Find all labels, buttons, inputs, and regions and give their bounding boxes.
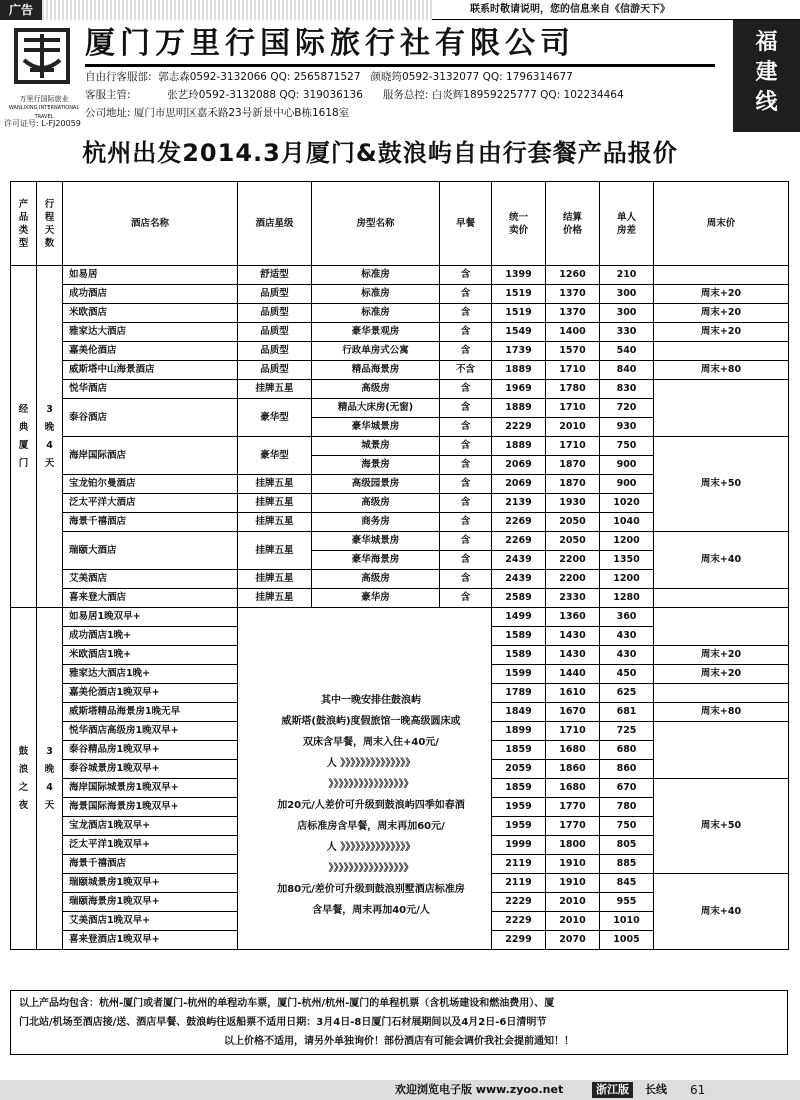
unified-price: 1399 [492,266,546,285]
room-type: 高级房 [312,494,440,513]
breakfast: 含 [440,532,492,551]
package-hotel: 喜来登酒店1晚双早+ [63,931,238,950]
breakfast: 含 [440,323,492,342]
unified-price: 2069 [492,475,546,494]
header-hotel: 酒店名称 [63,182,238,266]
room-type: 标准房 [312,285,440,304]
settle-price: 1430 [546,646,600,665]
settle-price: 1710 [546,399,600,418]
trip-days-gulangyu: 3 晚 4 天 [37,608,63,950]
weekend-price [654,608,789,646]
settle-price: 1360 [546,608,600,627]
single-supplement: 1350 [600,551,654,570]
footer-route: 长线 [645,1083,667,1096]
settle-price: 2010 [546,912,600,931]
single-supplement: 540 [600,342,654,361]
single-supplement: 1200 [600,532,654,551]
settle-price: 1780 [546,380,600,399]
hotel-star: 舒适型 [238,266,312,285]
hotel-star: 挂牌五星 [238,589,312,608]
region-side-label [733,20,800,132]
settle-price: 1800 [546,836,600,855]
hotel-star: 挂牌五星 [238,513,312,532]
breakfast: 含 [440,437,492,456]
side-char-1: 福 [755,30,778,55]
unified-price: 1999 [492,836,546,855]
room-type: 海景房 [312,456,440,475]
package-hotel: 宝龙酒店1晚双早+ [63,817,238,836]
unified-price: 1739 [492,342,546,361]
header-room: 房型名称 [312,182,440,266]
page-number: 61 [690,1083,706,1097]
unified-price: 1499 [492,608,546,627]
package-hotel: 瑞颐城景房1晚双早+ [63,874,238,893]
unified-price: 2229 [492,912,546,931]
hotel-star: 挂牌五星 [238,570,312,589]
settle-price: 1430 [546,627,600,646]
settle-price: 1910 [546,855,600,874]
unified-price: 1589 [492,627,546,646]
package-hotel: 泰谷城景房1晚双早+ [63,760,238,779]
unified-price: 1849 [492,703,546,722]
room-type: 高级园景房 [312,475,440,494]
settle-price: 1680 [546,741,600,760]
table-row [11,361,789,380]
hotel-name: 艾美酒店 [63,570,238,589]
package-hotel: 如易居1晚双早+ [63,608,238,627]
single-supplement: 680 [600,741,654,760]
contact-line-1: 自由行客服部: 郭志森0592-3132066 QQ: 2565871527 颜晓筠0592-3132077 QQ: 1796314677 [85,71,573,83]
header-type: 产 品 类 型 [11,182,37,266]
table-row [11,342,789,361]
single-supplement: 625 [600,684,654,703]
unified-price: 1889 [492,399,546,418]
hotel-name: 米欧酒店 [63,304,238,323]
header-price: 统一 卖价 [492,182,546,266]
weekend-price: 周末+40 [654,532,789,589]
decorative-stripe [42,0,432,20]
settle-price: 1860 [546,760,600,779]
package-hotel: 泰谷精品房1晚双早+ [63,741,238,760]
hotel-star: 挂牌五星 [238,380,312,399]
weekend-price [654,684,789,703]
header-single: 单人 房差 [600,182,654,266]
settle-price: 2200 [546,551,600,570]
unified-price: 2119 [492,874,546,893]
weekend-price: 周末+20 [654,646,789,665]
single-supplement: 900 [600,456,654,475]
room-type: 豪华城景房 [312,532,440,551]
package-hotel: 雅家达大酒店1晚+ [63,665,238,684]
table-row [11,589,789,608]
company-address: 公司地址: 厦门市思明区嘉禾路23号新景中心B栋1618室 [85,107,350,119]
room-type: 商务房 [312,513,440,532]
single-supplement: 1280 [600,589,654,608]
hotel-star: 豪华型 [238,399,312,437]
settle-price: 2070 [546,931,600,950]
settle-price: 1610 [546,684,600,703]
single-supplement: 430 [600,627,654,646]
table-row [11,437,789,456]
hotel-star: 挂牌五星 [238,532,312,570]
hotel-star: 品质型 [238,342,312,361]
room-type: 标准房 [312,304,440,323]
header-star: 酒店星级 [238,182,312,266]
weekend-price [654,722,789,779]
table-row [11,323,789,342]
single-supplement: 670 [600,779,654,798]
breakfast: 含 [440,380,492,399]
single-supplement: 430 [600,646,654,665]
breakfast: 含 [440,551,492,570]
settle-price: 1930 [546,494,600,513]
unified-price: 2229 [492,418,546,437]
unified-price: 1519 [492,285,546,304]
package-hotel: 米欧酒店1晚+ [63,646,238,665]
unified-price: 1959 [492,798,546,817]
table-row [11,266,789,285]
hotel-name: 泰谷酒店 [63,399,238,437]
settle-price: 1770 [546,817,600,836]
hotel-star: 挂牌五星 [238,475,312,494]
settle-price: 1260 [546,266,600,285]
unified-price: 1549 [492,323,546,342]
single-supplement: 300 [600,304,654,323]
unified-price: 2589 [492,589,546,608]
unified-price: 1959 [492,817,546,836]
hotel-name: 海岸国际酒店 [63,437,238,475]
room-type: 豪华海景房 [312,551,440,570]
settle-price: 1570 [546,342,600,361]
top-notice: 联系时敬请说明，您的信息来自《信游天下》 [470,4,670,15]
unified-price: 2269 [492,532,546,551]
settle-price: 2010 [546,418,600,437]
single-supplement: 900 [600,475,654,494]
settle-price: 2050 [546,532,600,551]
single-supplement: 300 [600,285,654,304]
weekend-price: 周末+20 [654,304,789,323]
settle-price: 2330 [546,589,600,608]
company-logo-icon [10,26,74,86]
hotel-name: 威斯塔中山海景酒店 [63,361,238,380]
single-supplement: 330 [600,323,654,342]
unified-price: 1859 [492,779,546,798]
hotel-name: 嘉美伦酒店 [63,342,238,361]
settle-price: 1710 [546,722,600,741]
logo-tagline-en: WANLIXING INTERNATIONAL TRAVEL [8,105,80,120]
unified-price: 1889 [492,437,546,456]
weekend-price: 周末+20 [654,665,789,684]
hotel-name: 海景千禧酒店 [63,513,238,532]
package-hotel: 悦华酒店高级房1晚双早+ [63,722,238,741]
contact-line-2: 客服主管: 张艺玲0592-3132088 QQ: 319036136 服务总控: 白炎辉18959225777 QQ: 102234464 [85,89,624,101]
ad-label: 广告 [0,0,42,20]
breakfast: 含 [440,399,492,418]
unified-price: 1859 [492,741,546,760]
package-hotel: 海景国际海景房1晚双早+ [63,798,238,817]
settle-price: 1440 [546,665,600,684]
settle-price: 2200 [546,570,600,589]
hotel-star: 品质型 [238,323,312,342]
weekend-price [654,342,789,361]
header-weekend: 周末价 [654,182,789,266]
table-row [11,380,789,399]
company-name: 厦门万里行国际旅行社有限公司 [85,26,575,61]
breakfast: 含 [440,418,492,437]
breakfast: 含 [440,570,492,589]
footer-region: 浙江版 [592,1082,633,1098]
header-breakfast: 早餐 [440,182,492,266]
unified-price: 1969 [492,380,546,399]
logo-tagline-cn: 万里行国际旅业 [19,95,69,103]
weekend-price: 周末+20 [654,285,789,304]
unified-price: 2069 [492,456,546,475]
unified-price: 2059 [492,760,546,779]
table-row [11,608,789,627]
unified-price: 1599 [492,665,546,684]
hotel-name: 喜来登大酒店 [63,589,238,608]
unified-price: 2119 [492,855,546,874]
side-char-2: 建 [755,60,778,85]
hotel-star: 品质型 [238,285,312,304]
unified-price: 2229 [492,893,546,912]
hotel-name: 宝龙铂尔曼酒店 [63,475,238,494]
single-supplement: 805 [600,836,654,855]
package-hotel: 艾美酒店1晚双早+ [63,912,238,931]
hotel-star: 挂牌五星 [238,494,312,513]
header-days: 行 程 天 数 [37,182,63,266]
unified-price: 2299 [492,931,546,950]
note-line-1: 以上产品均包含：杭州-厦门或者厦门-杭州的单程动车票，厦门-杭州/杭州-厦门的单程机票（含机场建设和燃油费用）、厦 [19,998,555,1009]
settle-price: 1770 [546,798,600,817]
unified-price: 2269 [492,513,546,532]
single-supplement: 450 [600,665,654,684]
hotel-name: 雅家达大酒店 [63,323,238,342]
package-notes [10,990,788,1055]
single-supplement: 860 [600,760,654,779]
weekend-price: 周末+20 [654,323,789,342]
room-type: 高级房 [312,380,440,399]
gulangyu-upgrade-note: 其中一晚安排住鼓浪屿 威斯塔(鼓浪屿)度假旅馆一晚高级圆床或 双床含早餐，周末入住+40元/ 人 》》》》》》》》》》》》》》 》》》》》》》》》》》》》》》》 加20元/人差价可升级到鼓浪屿四季如春酒 店标准房含早餐，周末再加60元/ 人 》》》》》》》》》》》》》》 》》》》》》》》》》》》》》》》 加80元/差价可升级到鼓浪别墅酒店标准房 含早餐，周末再加40元/人 [277,695,465,916]
settle-price: 1400 [546,323,600,342]
hotel-star: 品质型 [238,304,312,323]
hotel-name: 泛太平洋大酒店 [63,494,238,513]
single-supplement: 1020 [600,494,654,513]
hotel-star: 豪华型 [238,437,312,475]
weekend-price: 周末+50 [654,779,789,874]
settle-price: 1870 [546,475,600,494]
single-supplement: 210 [600,266,654,285]
unified-price: 1899 [492,722,546,741]
unified-price: 1519 [492,304,546,323]
room-type: 行政单房式公寓 [312,342,440,361]
breakfast: 含 [440,513,492,532]
settle-price: 2010 [546,893,600,912]
page-title: 杭州出发2014.3月厦门&鼓浪屿自由行套餐产品报价 [82,139,678,167]
top-bar [0,0,800,20]
weekend-price [654,589,789,608]
single-supplement: 830 [600,380,654,399]
breakfast: 含 [440,589,492,608]
hotel-name: 如易居 [63,266,238,285]
settle-price: 1710 [546,361,600,380]
hotel-name: 悦华酒店 [63,380,238,399]
single-supplement: 930 [600,418,654,437]
single-supplement: 955 [600,893,654,912]
settle-price: 1670 [546,703,600,722]
note-line-3: 以上价格不适用，请另外单独询价！部份酒店有可能会调价我社会提前通知！！ [224,1036,574,1047]
license-number: 许可证号: L-FJ20059 [4,119,81,128]
breakfast: 含 [440,456,492,475]
single-supplement: 845 [600,874,654,893]
single-supplement: 1200 [600,570,654,589]
weekend-price: 周末+50 [654,437,789,532]
weekend-price: 周末+80 [654,361,789,380]
header-settle: 结算 价格 [546,182,600,266]
room-type: 豪华城景房 [312,418,440,437]
package-hotel: 威斯塔精品海景房1晚无早 [63,703,238,722]
breakfast: 含 [440,342,492,361]
package-hotel: 瑞颐海景房1晚双早+ [63,893,238,912]
single-supplement: 885 [600,855,654,874]
breakfast: 含 [440,304,492,323]
side-char-3: 线 [755,90,778,115]
weekend-price: 周末+40 [654,874,789,950]
room-type: 豪华景观房 [312,323,440,342]
table-row [11,532,789,551]
single-supplement: 750 [600,817,654,836]
single-supplement: 681 [600,703,654,722]
room-type: 标准房 [312,266,440,285]
weekend-price [654,380,789,437]
room-type: 精品海景房 [312,361,440,380]
unified-price: 2139 [492,494,546,513]
unified-price: 2439 [492,551,546,570]
unified-price: 1789 [492,684,546,703]
single-supplement: 840 [600,361,654,380]
single-supplement: 725 [600,722,654,741]
breakfast: 含 [440,285,492,304]
settle-price: 1710 [546,437,600,456]
settle-price: 1370 [546,285,600,304]
breakfast: 不含 [440,361,492,380]
hotel-star: 品质型 [238,361,312,380]
settle-price: 2050 [546,513,600,532]
breakfast: 含 [440,266,492,285]
weekend-price [654,266,789,285]
settle-price: 1870 [546,456,600,475]
settle-price: 1370 [546,304,600,323]
package-hotel: 泛太平洋1晚双早+ [63,836,238,855]
single-supplement: 1005 [600,931,654,950]
single-supplement: 750 [600,437,654,456]
unified-price: 2439 [492,570,546,589]
settle-price: 1680 [546,779,600,798]
product-type-classic: 经 典 厦 门 [11,266,37,608]
unified-price: 1589 [492,646,546,665]
single-supplement: 1040 [600,513,654,532]
single-supplement: 1010 [600,912,654,931]
table-row [11,285,789,304]
package-hotel: 成功酒店1晚+ [63,627,238,646]
note-line-2: 门北站/机场至酒店接/送、酒店早餐、鼓浪屿往返船票不适用日期：3月4日-8日厦门石材展期间以及4月2日-6日清明节 [19,1017,547,1028]
hotel-name: 成功酒店 [63,285,238,304]
table-row [11,304,789,323]
package-hotel: 海岸国际城景房1晚双早+ [63,779,238,798]
breakfast: 含 [440,475,492,494]
breakfast: 含 [440,494,492,513]
settle-price: 1910 [546,874,600,893]
room-type: 高级房 [312,570,440,589]
room-type: 精品大床房(无窗) [312,399,440,418]
unified-price: 1889 [492,361,546,380]
company-name-bar [85,25,715,67]
single-supplement: 720 [600,399,654,418]
hotel-name: 瑞颐大酒店 [63,532,238,570]
trip-days-classic: 3 晚 4 天 [37,266,63,608]
single-supplement: 780 [600,798,654,817]
product-type-gulangyu: 鼓 浪 之 夜 [11,608,37,950]
room-type: 豪华房 [312,589,440,608]
weekend-price: 周末+80 [654,703,789,722]
package-hotel: 嘉美伦酒店1晚双早+ [63,684,238,703]
room-type: 城景房 [312,437,440,456]
footer-link[interactable]: 欢迎浏览电子版 www.zyoo.net [395,1083,564,1096]
package-hotel: 海景千禧酒店 [63,855,238,874]
single-supplement: 360 [600,608,654,627]
page-footer [0,1080,800,1100]
